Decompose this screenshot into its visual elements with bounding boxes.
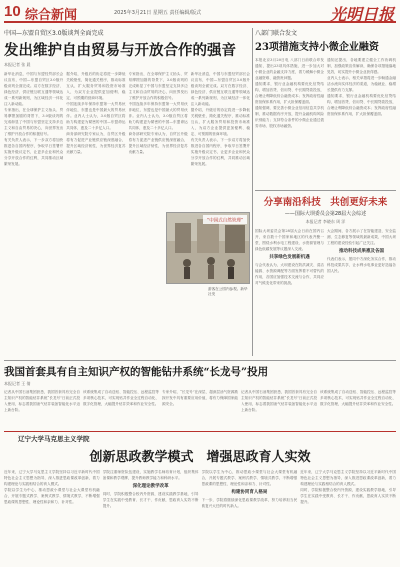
story-kicker: 八部门联合发文 [255,30,298,37]
story-headline: 创新思政教学模式 增强思政育人实效 [89,450,311,465]
paragraph: 近年来，辽宁大学马克思主义学院坚持以习近平新时代中国特色社会主义思想为指导，深入推进思政课改革创新，着力构建理论与实践相结合的育人模式。 [4,470,100,486]
story-byline: 本报记者 李晓东 周 洋 [305,219,346,224]
paragraph: 下一步，学院将继续深化思政课教学改革，努力培养担当民族复兴大任的时代新人。 [201,498,298,508]
page-masthead [4,3,396,23]
paragraph: 同时，学院积极整合校内外资源，建设实践教学基地，引导学生在实践中受教育、长才干、作贡献，思政育人实效不断提升。 [102,492,199,508]
paragraph: 大会期间，各方展示了在智能建造、安全监测、生态修复等领域的最新成果，中国大坝工程的建设经验引起广泛关注。 [327,229,396,245]
paragraph: 商务部研究院专家认为，自贸区升级将有力促进产业链供应链深度融合，提升区域经济韧性，为世界经济复苏贡献力量。 [128,132,188,154]
paragraph: 业内人士表示，相关举措将进一步畅通金融活水流向实体经济的渠道，为稳就业、稳增长提供有力支撑。 [327,76,396,92]
date-line: 2025年3月21日 星期五 责任编辑/版式 [114,10,202,16]
paragraph: 同时，学院积极整合校内外资源，建设实践教学基地，引导学生在实践中受教育、长才干、作贡献，思政育人实效不断提升。 [300,488,396,504]
paragraph: 本报北京3月20日电 八部门日前联合印发通知，提出23项具体措施，进一步加大对小微企业的金融支持力度，着力缓解小微企业融资难、融资贵问题。 [255,58,324,80]
section-subhead: 共享绿色发展新机遇 [269,255,310,260]
story-body [4,469,396,564]
paragraph: 学院注重师资队伍建设，实施教学名师培育计划，组织集体备课和教学观摩，提升教师教学能力和科研水平。 [102,470,199,480]
story-liaoning-university [4,434,396,564]
story-drilling-system [4,364,396,428]
story-headline: 发出维护自由贸易与开放合作的强音 [4,42,236,59]
horizontal-divider [4,431,396,432]
paragraph: 通知还提出，各地要建立健全工作协调机制，加强政策宣传解读，确保各项措施落地见效，切实提升小微企业获得感。 [327,58,396,74]
paragraph: 专家指出，在全球保护主义抬头、贸易摩擦加剧的背景下，3.0版谈判的完成彰显了中国与东盟坚定支持多边主义和自由贸易的决心，向世界发出了维护开放合作的积极信号。 [4,108,64,136]
paragraph: 新华社消息，中国与东盟经贸部长会议宣布，中国—东盟自贸区3.0版升级谈判全面完成。双方在数字经济、绿色经济、供应链互联互通等领域达成一系列新规则，为区域经济一体化注入新动能。 [190,72,250,106]
paragraph: 该系统集成了自动送钻、智能控压、远程监控等多项核心技术，可实现钻井作业全过程自动化、数字化管理，大幅提升钻井效率和作业安全性。 [320,390,396,406]
paragraph: 新华社消息，中国与东盟经贸部长会议宣布，中国—东盟自贸区3.0版升级谈判全面完成。双方在数字经济、绿色经济、供应链互联互通等领域达成一系列新规则，为区域经济一体化注入新动能。 [4,72,64,106]
story-body [4,389,396,428]
column-divider [252,28,253,356]
section-subhead: 推动科技成果惠及各国 [339,249,384,254]
story-headline: 我国首套具有自主知识产权的智能钻井系统“长龙号”投用 [4,366,269,378]
paragraph: 通知强调，要完善小微企业信用信息共享机制，推动数据有序开放，提升金融机构风险识别能力；支持符合条件的小微企业通过债券市场、股权市场融资。 [255,106,324,128]
paragraph: 学院以学生为中心，推动思政小课堂与社会大课堂有机融合，开展专题式教学、案例式教学、情境式教学，不断增强思政课的思想性、理论性和亲和力、针对性。 [4,488,100,504]
story-headline: 23项措施支持小微企业融资 [255,42,379,53]
story-headline: 分享南沿科技 共创更好未来 [263,197,388,208]
section-subhead: 构建协同育人格局 [231,490,268,495]
story-body [255,57,396,188]
story-subtitle: ——国际大坝委员会第28届大会综述 [284,211,367,217]
section-subhead: 深化理论教学改革 [132,484,169,489]
horizontal-divider [255,190,396,191]
paragraph: 记者从中国石油集团获悉，我国首套具有完全自主知识产权的智能钻井系统“长龙号”日前正式投入使用，标志着我国油气钻井装备智能化水平迈上新台阶。 [4,390,80,412]
story-small-business [255,28,396,188]
paragraph: 代表们表示，愿同中方深化务实合作，推动科技成果共享，让水利水电事业更好造福各国人民。 [327,257,396,273]
paragraph: 据介绍，升级后的协定将进一步降低关税壁垒，简化通关程序，推动标准互认，扩大服务贸易和投资市场准入，为双方企业提供更加便利、稳定、可预期的营商环境。 [190,108,250,136]
photo-caption: 游客在公园内参观。新华社发 [208,287,248,297]
paragraph: 该系统集成了自动送钻、智能控压、远程监控等多项核心技术，可实现钻井作业全过程自动化、数字化管理，大幅提升钻井效率和作业安全性。 [83,390,159,406]
paragraph: 国际大坝委员会第28届大会日前在国内召开，来自数十个国家和地区的代表齐聚一堂，围绕水利水电工程建设、水资源管理与绿色低碳发展等议题深入交流。 [255,229,324,251]
news-photo [166,212,250,284]
section-title: 综合新闻 [25,8,78,23]
paragraph: 中国连续多年保持东盟第一大贸易伙伴地位，东盟也是中国最大的贸易伙伴。业内人士认为，3.0版自贸区将助力构建更为紧密的中国—东盟命运共同体，惠及二十多亿人口。 [66,102,126,130]
newspaper-logo: 光明日报 [329,5,394,24]
story-body [255,228,396,356]
paragraph: 通知要求，银行业金融机构要优化信贷结构，增加首贷、信用贷、中长期贷款投放，合理让利降低综合融资成本；发挥政府性融资担保体系作用，扩大担保覆盖面。 [255,82,324,104]
paragraph: 通知要求，银行业金融机构要优化信贷结构，增加首贷、信用贷、中长期贷款投放，合理让利降低综合融资成本；发挥政府性融资担保体系作用，扩大担保覆盖面。 [327,94,396,116]
story-dam-congress [255,194,396,356]
photo-banner-text: “中国式自然管理” [206,218,244,224]
paragraph: 有关负责人表示，下一步双方将加快推进各自国内程序，争取早日签署并实施升级议定书，让更多企业和民众分享开放合作的红利，共同推动区域繁荣发展。 [4,138,64,166]
horizontal-divider [4,360,396,361]
paragraph: 近年来，辽宁大学马克思主义学院坚持以习近平新时代中国特色社会主义思想为指导，深入推进思政课改革创新，着力构建理论与实践相结合的育人模式。 [300,470,396,486]
paragraph: 商务部研究院专家认为，自贸区升级将有力促进产业链供应链深度融合，提升区域经济韧性，为世界经济复苏贡献力量。 [66,132,126,154]
paragraph: 专家指出，在全球保护主义抬头、贸易摩擦加剧的背景下，3.0版谈判的完成彰显了中国与东盟坚定支持多边主义和自由贸易的决心，向世界发出了维护开放合作的积极信号。 [128,72,188,100]
paragraph: 与会代表认为，大坝建设在防洪减灾、清洁能源、水资源调配等方面发挥着不可替代的作用，各国应加强技术交流与合作，共同应对气候变化带来的挑战。 [255,263,324,285]
paragraph: 据介绍，升级后的协定将进一步降低关税壁垒，简化通关程序，推动标准互认，扩大服务贸易和投资市场准入，为双方企业提供更加便利、稳定、可预期的营商环境。 [66,72,126,100]
paragraph: 专家介绍，“长龙号”在深层、超深层油气资源勘探开发中具有重要应用价值，将有力保障国家能源安全。 [162,390,238,406]
page-number: 10 [4,3,21,20]
paragraph: 中国连续多年保持东盟第一大贸易伙伴地位，东盟也是中国最大的贸易伙伴。业内人士认为，3.0版自贸区将助力构建更为紧密的中国—东盟命运共同体，惠及二十多亿人口。 [128,102,188,130]
story-byline: 本报记者 王 倩 [4,381,31,386]
story-kicker: 辽宁大学马克思主义学院 [18,435,90,443]
paragraph: 记者从中国石油集团获悉，我国首套具有完全自主知识产权的智能钻井系统“长龙号”日前正式投入使用，标志着我国油气钻井装备智能化水平迈上新台阶。 [241,390,317,412]
story-kicker: 中国—东盟自贸区3.0版谈判全面完成 [4,30,104,37]
paragraph: 学院以学生为中心，推动思政小课堂与社会大课堂有机融合，开展专题式教学、案例式教学、情境式教学，不断增强思政课的思想性、理论性和亲和力、针对性。 [201,470,298,486]
paragraph: 有关负责人表示，下一步双方将加快推进各自国内程序，争取早日签署并实施升级议定书，让更多企业和民众分享开放合作的红利，共同推动区域繁荣发展。 [190,138,250,166]
story-free-trade [4,28,250,358]
story-byline: 本报记者 张 晨 [4,62,31,67]
